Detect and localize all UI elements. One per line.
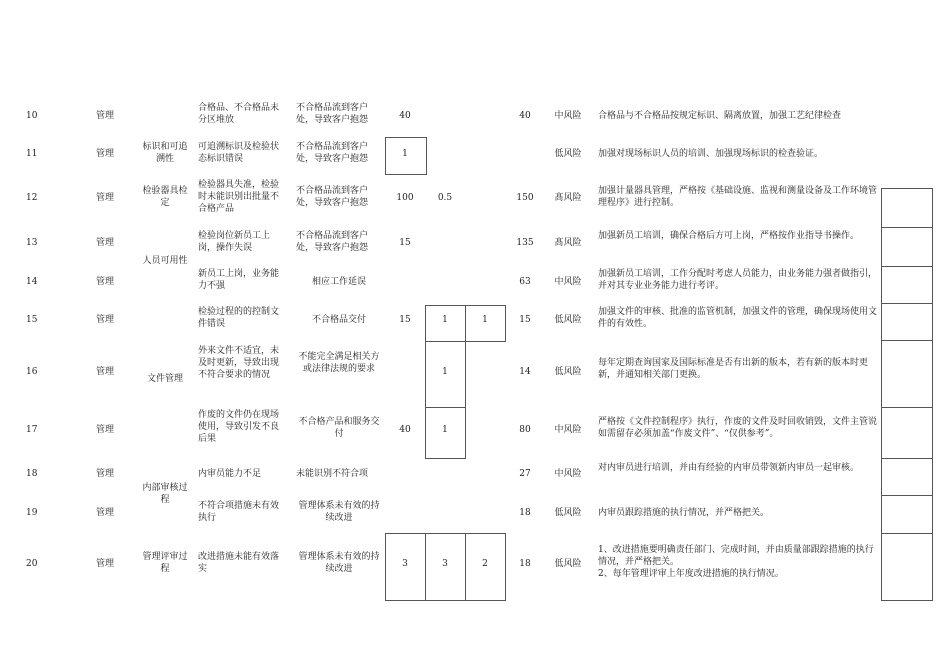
failure-mode: 改进措施未能有效落实 (198, 552, 280, 574)
action: 加强计量器具管理，严格按《基础设施、监视和测量设备及工作环境管理程序》进行控制。 (598, 186, 878, 208)
rpn: 150 (516, 193, 534, 203)
row-number: 11 (26, 149, 38, 159)
failure-mode: 不符合项措施未有效执行 (198, 501, 280, 523)
right-column-box (881, 303, 933, 341)
detection: 2 (482, 559, 488, 569)
row-type: 管理 (96, 367, 115, 377)
action: 1、改进措施要明确责任部门、完成时间，并由质量部跟踪措施的执行情况，并严格把关。 2、每年管理评审上年度改进措施的执行情况。 (598, 545, 874, 579)
failure-mode: 可追溯标识及检验状态标识错误 (198, 142, 280, 164)
failure-mode: 作废的文件仍在现场使用，导致引发不良后果 (198, 410, 280, 444)
failure-effect: 相应工作延误 (311, 277, 366, 287)
row-number: 19 (26, 508, 38, 518)
right-column-box (881, 340, 933, 408)
severity: 100 (396, 193, 414, 203)
failure-effect: 不合格品交付 (311, 315, 366, 325)
rpn: 14 (519, 367, 531, 377)
rpn: 40 (519, 111, 531, 121)
process: 标识和可追溯性 (142, 142, 188, 164)
row-number: 17 (26, 425, 38, 435)
severity: 40 (399, 425, 411, 435)
right-column-box (881, 495, 933, 534)
failure-mode: 检验过程的的控制文件错误 (198, 307, 280, 329)
row-type: 管理 (96, 469, 115, 479)
row-number: 14 (26, 277, 38, 287)
risk-level: 中风险 (554, 469, 582, 479)
rpn: 135 (516, 238, 534, 248)
occurrence: 1 (442, 425, 448, 435)
occurrence: 0.5 (437, 193, 453, 203)
action: 加强文件的审核、批准的监管机制，加强文件的管理，确保现场使用文件的有效性。 (598, 307, 878, 329)
risk-level: 低风险 (554, 315, 582, 325)
process-merged: 人员可用性 (142, 256, 188, 266)
occurrence: 1 (442, 367, 448, 377)
risk-level: 髙风险 (554, 193, 582, 203)
row-type: 管理 (96, 425, 115, 435)
failure-effect: 不合格品流到客户处，导致客户抱怨 (296, 103, 369, 125)
right-column-box (881, 533, 933, 601)
risk-level: 中风险 (554, 111, 582, 121)
occurrence: 3 (442, 559, 448, 569)
right-column-box (881, 227, 933, 267)
failure-mode: 新员工上岗，业务能力不强 (198, 269, 280, 291)
row-type: 管理 (96, 193, 115, 203)
process-merged: 文件管理 (146, 374, 183, 384)
rpn: 15 (519, 315, 531, 325)
right-column-box (881, 266, 933, 304)
row-number: 18 (26, 469, 38, 479)
failure-effect: 不合格品流到客户处，导致客户抱怨 (296, 186, 369, 208)
process: 管理评审过程 (142, 552, 188, 574)
failure-effect: 管理体系未有效的持续改进 (298, 501, 380, 523)
row-type: 管理 (96, 508, 115, 518)
rpn: 63 (519, 277, 531, 287)
action: 加强新员工培训，工作分配时考虑人员能力，由业务能力强者做指引，并对其专业业务能力进行考评。 (598, 269, 878, 291)
failure-mode: 检验岗位新员工上岗，操作失误 (198, 231, 271, 253)
action: 加强新员工培训，确保合格后方可上岗，严格按作业指导书操作。 (598, 231, 860, 241)
row-type: 管理 (96, 559, 115, 569)
risk-level: 低风险 (554, 149, 582, 159)
process-merged: 内部审核过程 (142, 483, 188, 505)
risk-level: 低风险 (554, 367, 582, 377)
rpn: 27 (519, 469, 531, 479)
right-column-box (881, 188, 933, 228)
row-number: 12 (26, 193, 38, 203)
risk-level: 中风险 (554, 277, 582, 287)
row-number: 10 (26, 111, 38, 121)
severity: 1 (402, 149, 408, 159)
row-number: 16 (26, 367, 38, 377)
action: 对内审员进行培训，并由有经验的内审员带领新内审员一起审核。 (598, 463, 860, 473)
failure-effect: 不能完全满足相关方或法律法规的要求 (298, 352, 380, 374)
failure-effect: 不合格产品和服务交付 (298, 417, 380, 439)
row-type: 管理 (96, 238, 115, 248)
action: 每年定期查询国家及国际标准是否有出新的版本，若有新的版本时更新，并通知相关部门更换。 (598, 358, 869, 380)
right-column-box (881, 458, 933, 496)
row-type: 管理 (96, 277, 115, 287)
rpn: 18 (519, 559, 531, 569)
risk-level: 低风险 (554, 508, 582, 518)
failure-mode: 合格品、不合格品未分区堆放 (198, 103, 280, 125)
risk-level: 低风险 (554, 559, 582, 569)
right-column-box (881, 407, 933, 459)
rpn: 18 (519, 508, 531, 518)
severity: 15 (399, 238, 411, 248)
process: 检验器具检定 (142, 186, 188, 208)
failure-mode: 外来文件不适宜，未及时更新，导致出现不符合要求的情况 (198, 346, 280, 380)
row-type: 管理 (96, 111, 115, 121)
failure-effect: 不合格品流到客户处，导致客户抱怨 (296, 231, 369, 253)
action: 合格品与不合格品按规定标识、隔离放置，加强工艺纪律检查 (598, 111, 842, 121)
action: 内审员跟踪措施的执行情况，并严格把关。 (598, 508, 770, 518)
failure-effect: 不合格品流到客户处，导致客户抱怨 (296, 142, 369, 164)
failure-mode: 检验器具失准，检验时未能识别出批量不合格产品 (198, 180, 280, 214)
row-number: 20 (26, 559, 38, 569)
severity: 15 (399, 315, 411, 325)
risk-level: 中风险 (554, 425, 582, 435)
row-number: 15 (26, 315, 38, 325)
occurrence: 1 (442, 315, 448, 325)
action: 严格按《文件控制程序》执行，作废的文件及时回收销毁，文件主管说如需留存必须加盖“作废文件”、“仅供参考”。 (598, 417, 878, 439)
row-type: 管理 (96, 149, 115, 159)
row-number: 13 (26, 238, 38, 248)
failure-effect: 未能识别不符合项 (296, 469, 369, 479)
action: 加强对现场标识人员的培训、加强现场标识的检查验证。 (598, 149, 824, 159)
failure-effect: 管理体系未有效的持续改进 (298, 552, 380, 574)
detection: 1 (482, 315, 488, 325)
row-type: 管理 (96, 315, 115, 325)
severity: 3 (402, 559, 408, 569)
risk-level: 髙风险 (554, 238, 582, 248)
failure-mode: 内审员能力不足 (198, 469, 262, 479)
severity: 40 (399, 111, 411, 121)
rpn: 80 (519, 425, 531, 435)
